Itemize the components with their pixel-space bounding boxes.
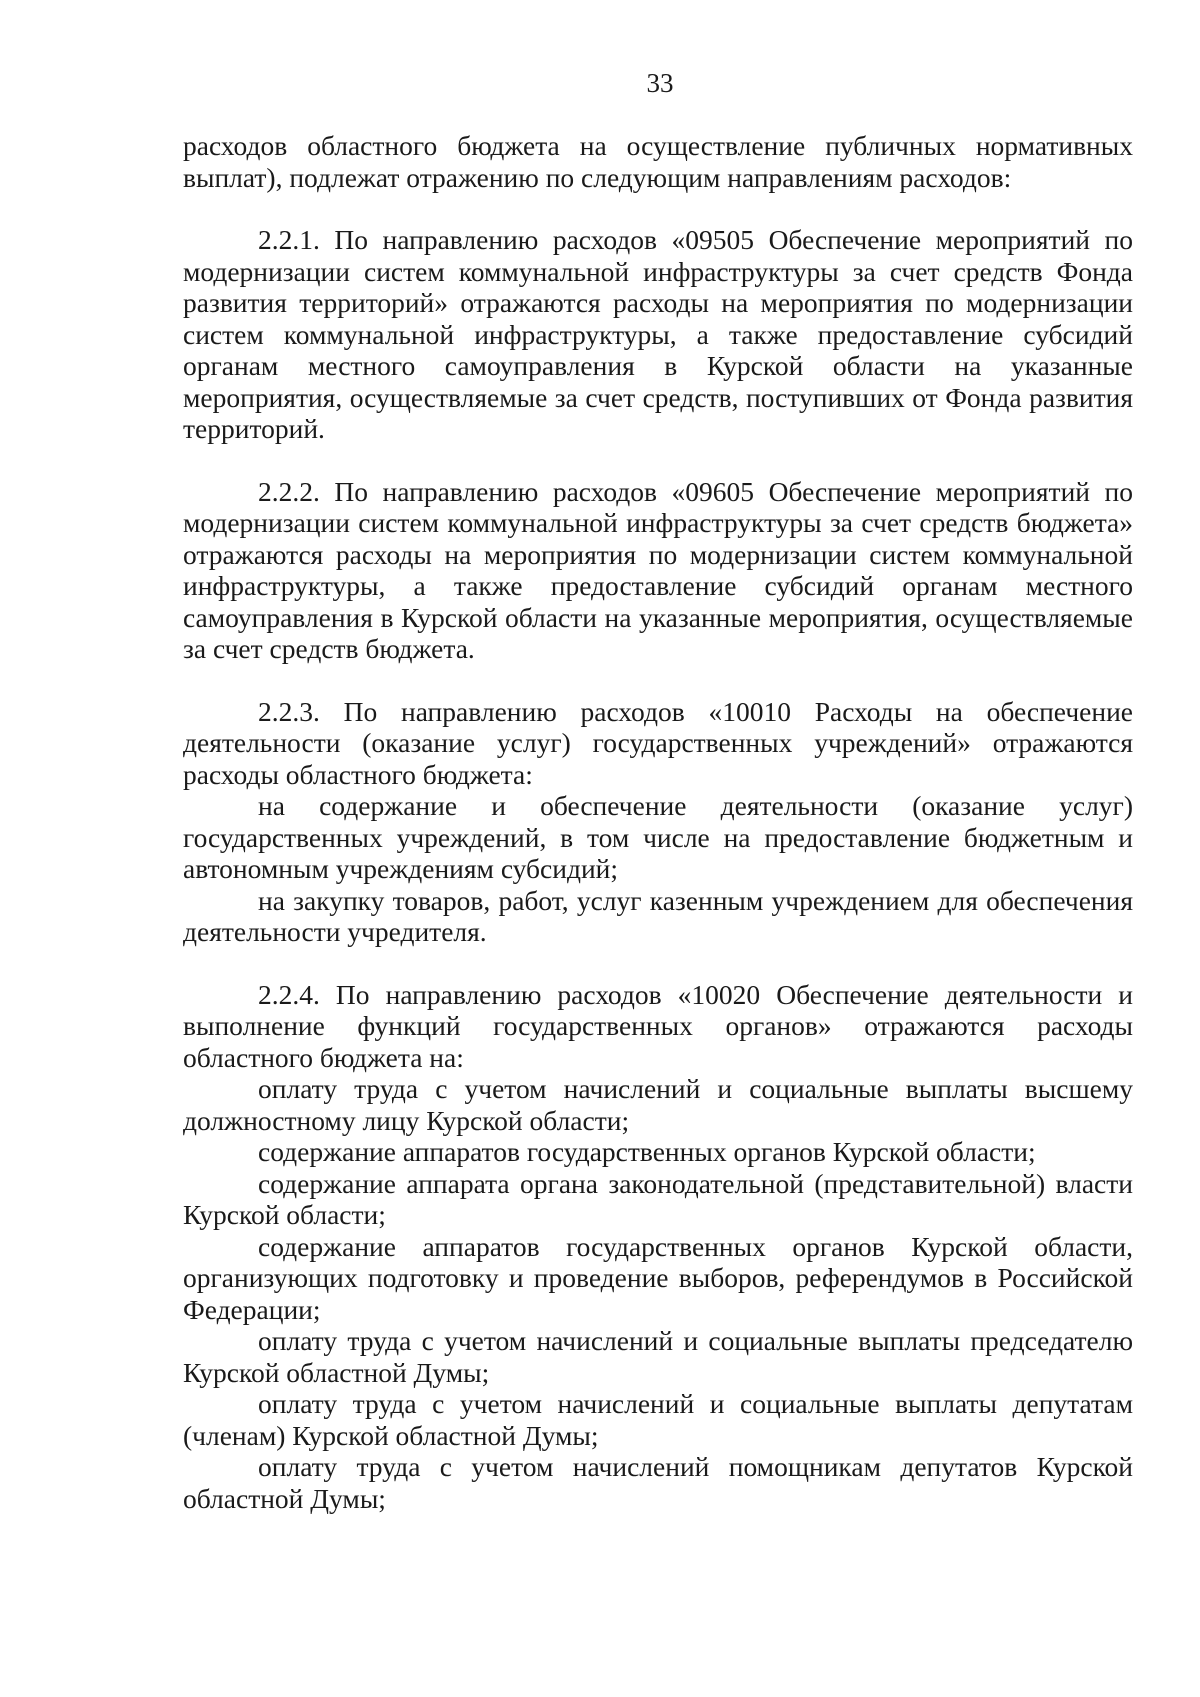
paragraph-2-2-4-item-5: оплату труда с учетом начислений и социальные выплаты председателю Курской областной Думы; (183, 1325, 1133, 1388)
paragraph-intro-continuation: расходов областного бюджета на осуществление публичных нормативных выплат), подлежат отражению по следующим направлениям расходов: (183, 130, 1133, 193)
page-number: 33 (646, 68, 674, 98)
paragraph-2-2-3: 2.2.3. По направлению расходов «10010 Расходы на обеспечение деятельности (оказание услуг) государственных учреждений» отражаются расходы областного бюджета: (183, 695, 1133, 790)
paragraph-2-2-4-item-6: оплату труда с учетом начислений и социальные выплаты депутатам (членам) Курской областной Думы; (183, 1388, 1133, 1451)
paragraph-2-2-4-item-1: оплату труда с учетом начислений и социальные выплаты высшему должностному лицу Курской области; (183, 1073, 1133, 1136)
paragraph-2-2-4-item-7: оплату труда с учетом начислений помощникам депутатов Курской областной Думы; (183, 1451, 1133, 1514)
paragraph-2-2-1: 2.2.1. По направлению расходов «09505 Обеспечение мероприятий по модернизации систем коммунальной инфраструктуры за счет средств Фонда развития территорий» отражаются расходы на мероприятия по модернизации систем коммунальной инфраструктуры, а также предоставление субсидий органам местного самоуправления в Курской области на указанные мероприятия, осуществляемые за счет средств, поступивших от Фонда развития территорий. (183, 224, 1133, 444)
paragraph-2-2-4-item-2: содержание аппаратов государственных органов Курской области; (258, 1136, 1036, 1167)
paragraph-2-2-3-item-2: на закупку товаров, работ, услуг казенным учреждением для обеспечения деятельности учредителя. (183, 884, 1133, 947)
document-body (183, 130, 1133, 1514)
paragraph-2-2-3-item-1: на содержание и обеспечение деятельности (оказание услуг) государственных учреждений, в том числе на предоставление бюджетным и автономным учреждениям субсидий; (183, 790, 1133, 884)
paragraph-2-2-4: 2.2.4. По направлению расходов «10020 Обеспечение деятельности и выполнение функций государственных органов» отражаются расходы областного бюджета на: (183, 978, 1133, 1073)
paragraph-2-2-2: 2.2.2. По направлению расходов «09605 Обеспечение мероприятий по модернизации систем коммунальной инфраструктуры за счет средств бюджета» отражаются расходы на мероприятия по модернизации систем коммунальной инфраструктуры, а также предоставление субсидий органам местного самоуправления в Курской области на указанные мероприятия, осуществляемые за счет средств бюджета. (183, 475, 1133, 664)
paragraph-2-2-4-item-3: содержание аппарата органа законодательной (представительной) власти Курской области; (183, 1167, 1133, 1230)
paragraph-2-2-4-item-4: содержание аппаратов государственных органов Курской области, организующих подготовку и проведение выборов, референдумов в Российской Федерации; (183, 1230, 1133, 1325)
